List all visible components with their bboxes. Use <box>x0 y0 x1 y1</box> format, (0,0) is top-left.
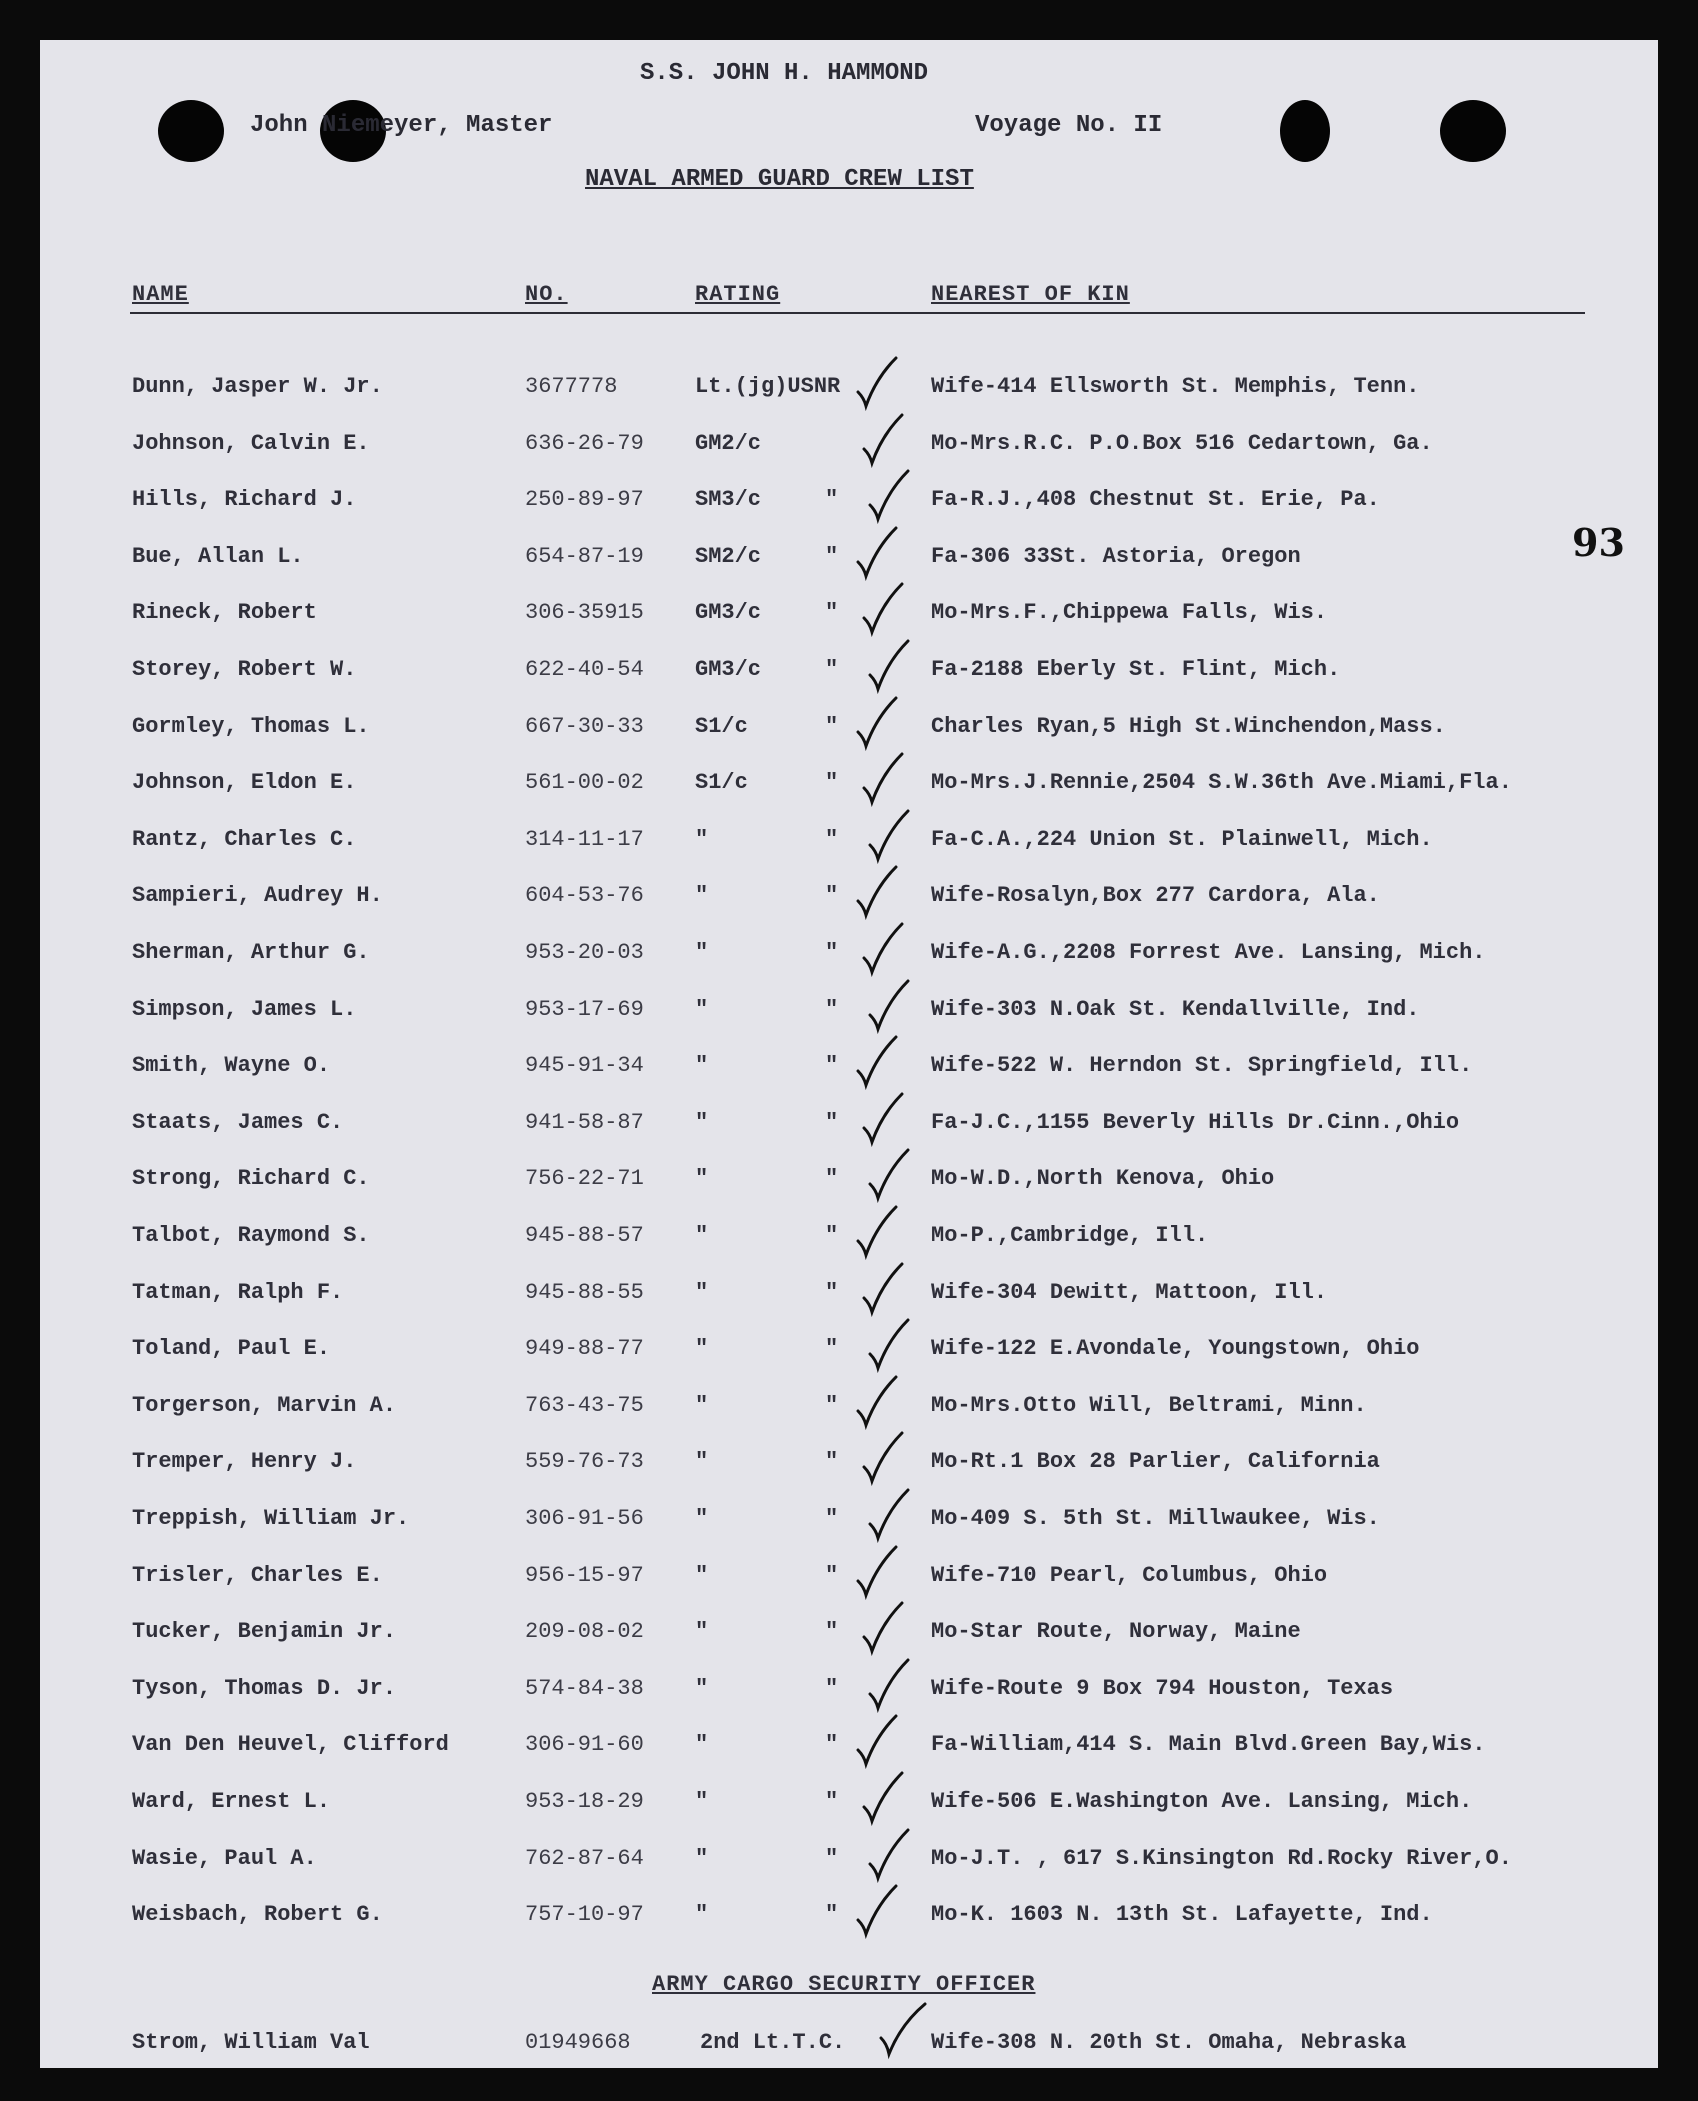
crew-nearest-of-kin: Fa-William,414 S. Main Blvd.Green Bay,Wis. <box>931 1732 1486 1758</box>
army-officer-kin: Wife-308 N. 20th St. Omaha, Nebraska <box>931 2030 1407 2055</box>
crew-rating: " <box>695 1109 709 1135</box>
crew-service-number: 945-88-55 <box>525 1279 644 1305</box>
checkmark-icon <box>854 1088 910 1148</box>
checkmark-icon <box>848 861 904 921</box>
checkmark-icon <box>854 1427 910 1487</box>
ditto-mark: " <box>825 657 839 682</box>
crew-name: Toland, Paul E. <box>132 1336 331 1362</box>
crew-nearest-of-kin: Wife-Rosalyn,Box 277 Cardora, Ala. <box>931 883 1380 909</box>
ditto-mark: " <box>825 1675 839 1701</box>
crew-name: Sherman, Arthur G. <box>132 940 370 965</box>
crew-row <box>40 883 1658 923</box>
crew-row <box>40 487 1658 527</box>
crew-name: Torgerson, Marvin A. <box>132 1392 397 1418</box>
crew-nearest-of-kin: Wife-303 N.Oak St. Kendallville, Ind. <box>931 996 1420 1022</box>
crew-nearest-of-kin: Fa-2188 Eberly St. Flint, Mich. <box>931 657 1341 682</box>
army-officer-row <box>40 2030 1658 2068</box>
crew-row <box>40 600 1658 640</box>
crew-nearest-of-kin: Wife-122 E.Avondale, Youngstown, Ohio <box>931 1336 1420 1362</box>
crew-service-number: 574-84-38 <box>525 1675 644 1701</box>
crew-name: Tyson, Thomas D. Jr. <box>132 1675 397 1701</box>
crew-row <box>40 374 1658 414</box>
crew-nearest-of-kin: Fa-J.C.,1155 Beverly Hills Dr.Cinn.,Ohio <box>931 1109 1460 1135</box>
crew-name: Staats, James C. <box>132 1109 344 1135</box>
crew-rating: " <box>695 1449 709 1475</box>
ditto-mark: " <box>825 883 839 909</box>
crew-nearest-of-kin: Fa-R.J.,408 Chestnut St. Erie, Pa. <box>931 487 1380 513</box>
ditto-mark: " <box>825 1506 839 1531</box>
crew-service-number: 757-10-97 <box>525 1902 644 1928</box>
crew-row <box>40 1902 1658 1942</box>
checkmark-icon <box>854 409 910 469</box>
crew-rating: " <box>695 1336 709 1362</box>
ditto-mark: " <box>825 996 839 1022</box>
crew-service-number: 3677778 <box>525 374 618 399</box>
crew-nearest-of-kin: Wife-414 Ellsworth St. Memphis, Tenn. <box>931 374 1420 399</box>
ditto-mark: " <box>825 1392 839 1418</box>
ditto-mark: " <box>825 1902 839 1928</box>
crew-rating: GM3/c <box>695 657 762 682</box>
checkmark-icon <box>848 522 904 582</box>
crew-rating: " <box>695 1675 709 1701</box>
ditto-mark: " <box>825 1223 839 1248</box>
crew-name: Bue, Allan L. <box>132 543 304 569</box>
checkmark-icon <box>860 1654 916 1714</box>
crew-row <box>40 940 1658 980</box>
checkmark-icon <box>848 352 904 412</box>
crew-name: Talbot, Raymond S. <box>132 1223 370 1248</box>
army-section-title: ARMY CARGO SECURITY OFFICER <box>652 1972 1036 1997</box>
crew-rating: " <box>695 883 709 909</box>
crew-row <box>40 1563 1658 1603</box>
crew-rating: " <box>695 1506 709 1531</box>
checkmark-icon <box>860 975 916 1035</box>
crew-rating: " <box>695 1619 709 1645</box>
crew-name: Wasie, Paul A. <box>132 1845 317 1871</box>
checkmark-icon <box>848 1880 904 1940</box>
ditto-mark: " <box>825 1336 839 1362</box>
crew-nearest-of-kin: Mo-J.T. , 617 S.Kinsington Rd.Rocky River,O. <box>931 1845 1512 1871</box>
voyage-number: Voyage No. II <box>975 112 1163 139</box>
crew-rating: GM2/c <box>695 430 762 456</box>
checkmark-icon <box>854 1767 910 1827</box>
crew-service-number: 667-30-33 <box>525 713 644 739</box>
checkmark-icon <box>860 635 916 695</box>
crew-name: Treppish, William Jr. <box>132 1506 410 1531</box>
crew-name: Gormley, Thomas L. <box>132 713 370 739</box>
crew-nearest-of-kin: Wife-522 W. Herndon St. Springfield, Ill. <box>931 1053 1473 1079</box>
checkmark-icon <box>860 805 916 865</box>
checkmark-icon <box>848 1710 904 1770</box>
crew-nearest-of-kin: Mo-409 S. 5th St. Millwaukee, Wis. <box>931 1506 1380 1531</box>
crew-rating: " <box>695 1279 709 1305</box>
crew-service-number: 636-26-79 <box>525 430 644 456</box>
crew-rating: SM3/c <box>695 487 762 513</box>
ditto-mark: " <box>825 713 839 739</box>
crew-name: Johnson, Eldon E. <box>132 770 357 796</box>
crew-name: Rantz, Charles C. <box>132 826 357 852</box>
crew-service-number: 949-88-77 <box>525 1336 644 1362</box>
crew-name: Van Den Heuvel, Clifford <box>132 1732 449 1758</box>
punch-hole <box>158 100 224 162</box>
crew-name: Smith, Wayne O. <box>132 1053 331 1079</box>
crew-nearest-of-kin: Mo-Mrs.F.,Chippewa Falls, Wis. <box>931 600 1328 626</box>
crew-service-number: 306-35915 <box>525 600 644 626</box>
crew-row <box>40 1846 1658 1886</box>
ditto-mark: " <box>825 1789 839 1814</box>
crew-row <box>40 1393 1658 1433</box>
crew-rating: S1/c <box>695 713 748 739</box>
crew-name: Johnson, Calvin E. <box>132 430 370 456</box>
crew-row <box>40 1053 1658 1093</box>
crew-rating: " <box>695 1902 709 1928</box>
crew-row <box>40 1732 1658 1772</box>
crew-nearest-of-kin: Mo-W.D.,North Kenova, Ohio <box>931 1166 1275 1192</box>
crew-nearest-of-kin: Charles Ryan,5 High St.Winchendon,Mass. <box>931 713 1446 739</box>
crew-nearest-of-kin: Wife-304 Dewitt, Mattoon, Ill. <box>931 1279 1328 1305</box>
ship-name: S.S. JOHN H. HAMMOND <box>640 60 929 87</box>
header-rule <box>130 312 1585 314</box>
checkmark-icon <box>854 1258 910 1318</box>
crew-service-number: 559-76-73 <box>525 1449 644 1475</box>
crew-row <box>40 1676 1658 1716</box>
crew-service-number: 763-43-75 <box>525 1392 644 1418</box>
ditto-mark: " <box>825 1166 839 1192</box>
crew-nearest-of-kin: Mo-Mrs.R.C. P.O.Box 516 Cedartown, Ga. <box>931 430 1433 456</box>
crew-name: Strong, Richard C. <box>132 1166 370 1192</box>
ditto-mark: " <box>825 1562 839 1588</box>
crew-nearest-of-kin: Wife-710 Pearl, Columbus, Ohio <box>931 1562 1328 1588</box>
ditto-mark: " <box>825 1732 839 1758</box>
crew-row <box>40 1789 1658 1829</box>
ditto-mark: " <box>825 770 839 796</box>
army-officer-name: Strom, William Val <box>132 2030 370 2055</box>
crew-service-number: 945-88-57 <box>525 1223 644 1248</box>
crew-row <box>40 997 1658 1037</box>
crew-name: Rineck, Robert <box>132 600 317 626</box>
page-number: 93 <box>1572 520 1625 565</box>
crew-service-number: 953-20-03 <box>525 940 644 965</box>
punch-hole <box>1280 100 1330 162</box>
ditto-mark: " <box>825 1449 839 1475</box>
checkmark-icon <box>860 1314 916 1374</box>
crew-name: Ward, Ernest L. <box>132 1789 331 1814</box>
crew-row <box>40 770 1658 810</box>
checkmark-icon <box>848 692 904 752</box>
crew-service-number: 945-91-34 <box>525 1053 644 1079</box>
crew-rating: " <box>695 1223 709 1248</box>
crew-name: Sampieri, Audrey H. <box>132 883 383 909</box>
crew-row <box>40 431 1658 471</box>
crew-row <box>40 1223 1658 1263</box>
ditto-mark: " <box>825 487 839 513</box>
crew-service-number: 250-89-97 <box>525 487 644 513</box>
crew-nearest-of-kin: Mo-P.,Cambridge, Ill. <box>931 1223 1209 1248</box>
crew-rating: " <box>695 1789 709 1814</box>
crew-service-number: 314-11-17 <box>525 826 644 852</box>
crew-name: Trisler, Charles E. <box>132 1562 383 1588</box>
checkmark-icon <box>854 918 910 978</box>
ditto-mark: " <box>825 826 839 852</box>
crew-row <box>40 714 1658 754</box>
crew-name: Tatman, Ralph F. <box>132 1279 344 1305</box>
crew-service-number: 756-22-71 <box>525 1166 644 1192</box>
document-title: NAVAL ARMED GUARD CREW LIST <box>585 166 974 193</box>
crew-row <box>40 1449 1658 1489</box>
crew-service-number: 953-17-69 <box>525 996 644 1022</box>
crew-nearest-of-kin: Mo-Mrs.J.Rennie,2504 S.W.36th Ave.Miami,Fla. <box>931 770 1512 796</box>
crew-rating: " <box>695 1053 709 1079</box>
crew-rating: Lt.(jg)USNR <box>695 374 841 399</box>
checkmark-icon <box>860 1824 916 1884</box>
crew-row <box>40 1336 1658 1376</box>
crew-nearest-of-kin: Fa-C.A.,224 Union St. Plainwell, Mich. <box>931 826 1433 852</box>
crew-nearest-of-kin: Wife-A.G.,2208 Forrest Ave. Lansing, Mich. <box>931 940 1486 965</box>
checkmark-icon <box>848 1371 904 1431</box>
crew-row <box>40 1166 1658 1206</box>
crew-rating: GM3/c <box>695 600 762 626</box>
crew-nearest-of-kin: Mo-Rt.1 Box 28 Parlier, California <box>931 1449 1380 1475</box>
column-header-kin: NEAREST OF KIN <box>931 282 1130 307</box>
crew-service-number: 956-15-97 <box>525 1562 644 1588</box>
ditto-mark: " <box>825 1619 839 1645</box>
column-header-no: NO. <box>525 282 568 307</box>
crew-row <box>40 1110 1658 1150</box>
crew-nearest-of-kin: Mo-K. 1603 N. 13th St. Lafayette, Ind. <box>931 1902 1433 1928</box>
document-page <box>40 40 1658 2068</box>
crew-service-number: 561-00-02 <box>525 770 644 796</box>
crew-service-number: 941-58-87 <box>525 1109 644 1135</box>
crew-row <box>40 544 1658 584</box>
punch-hole <box>1440 100 1506 162</box>
column-header-name: NAME <box>132 282 189 307</box>
ditto-mark: " <box>825 1845 839 1871</box>
crew-service-number: 306-91-56 <box>525 1506 644 1531</box>
crew-service-number: 306-91-60 <box>525 1732 644 1758</box>
crew-nearest-of-kin: Mo-Mrs.Otto Will, Beltrami, Minn. <box>931 1392 1367 1418</box>
crew-service-number: 953-18-29 <box>525 1789 644 1814</box>
crew-nearest-of-kin: Mo-Star Route, Norway, Maine <box>931 1619 1301 1645</box>
crew-rating: " <box>695 940 709 965</box>
crew-service-number: 604-53-76 <box>525 883 644 909</box>
checkmark-icon <box>848 1031 904 1091</box>
crew-nearest-of-kin: Wife-506 E.Washington Ave. Lansing, Mich. <box>931 1789 1473 1814</box>
crew-name: Tremper, Henry J. <box>132 1449 357 1475</box>
crew-rating: " <box>695 1845 709 1871</box>
column-header-rating: RATING <box>695 282 781 307</box>
ditto-mark: " <box>825 1109 839 1135</box>
checkmark-icon <box>848 1541 904 1601</box>
crew-nearest-of-kin: Wife-Route 9 Box 794 Houston, Texas <box>931 1675 1394 1701</box>
crew-rating: " <box>695 1732 709 1758</box>
checkmark-icon <box>875 2000 931 2060</box>
crew-rating: " <box>695 1562 709 1588</box>
ditto-mark: " <box>825 1279 839 1305</box>
army-officer-number: 01949668 <box>525 2030 631 2055</box>
ditto-mark: " <box>825 600 839 626</box>
checkmark-icon <box>848 1201 904 1261</box>
checkmark-icon <box>854 578 910 638</box>
crew-rating: " <box>695 996 709 1022</box>
crew-service-number: 762-87-64 <box>525 1845 644 1871</box>
checkmark-icon <box>860 465 916 525</box>
army-officer-rating: 2nd Lt.T.C. <box>700 2030 846 2055</box>
crew-rating: " <box>695 1166 709 1192</box>
crew-rating: " <box>695 1392 709 1418</box>
crew-service-number: 654-87-19 <box>525 543 644 569</box>
crew-row <box>40 1280 1658 1320</box>
crew-row <box>40 827 1658 867</box>
checkmark-icon <box>860 1144 916 1204</box>
crew-name: Dunn, Jasper W. Jr. <box>132 374 383 399</box>
crew-name: Tucker, Benjamin Jr. <box>132 1619 397 1645</box>
checkmark-icon <box>854 748 910 808</box>
crew-rating: S1/c <box>695 770 748 796</box>
crew-service-number: 622-40-54 <box>525 657 644 682</box>
crew-rating: " <box>695 826 709 852</box>
ditto-mark: " <box>825 940 839 965</box>
crew-name: Simpson, James L. <box>132 996 357 1022</box>
crew-name: Weisbach, Robert G. <box>132 1902 383 1928</box>
checkmark-icon <box>860 1484 916 1544</box>
crew-name: Storey, Robert W. <box>132 657 357 682</box>
ditto-mark: " <box>825 1053 839 1079</box>
checkmark-icon <box>854 1597 910 1657</box>
crew-name: Hills, Richard J. <box>132 487 357 513</box>
crew-rating: SM2/c <box>695 543 762 569</box>
master-line: John Niemeyer, Master <box>250 112 553 139</box>
crew-row <box>40 1506 1658 1546</box>
ditto-mark: " <box>825 543 839 569</box>
crew-service-number: 209-08-02 <box>525 1619 644 1645</box>
crew-row <box>40 1619 1658 1659</box>
crew-nearest-of-kin: Fa-306 33St. Astoria, Oregon <box>931 543 1301 569</box>
crew-row <box>40 657 1658 697</box>
